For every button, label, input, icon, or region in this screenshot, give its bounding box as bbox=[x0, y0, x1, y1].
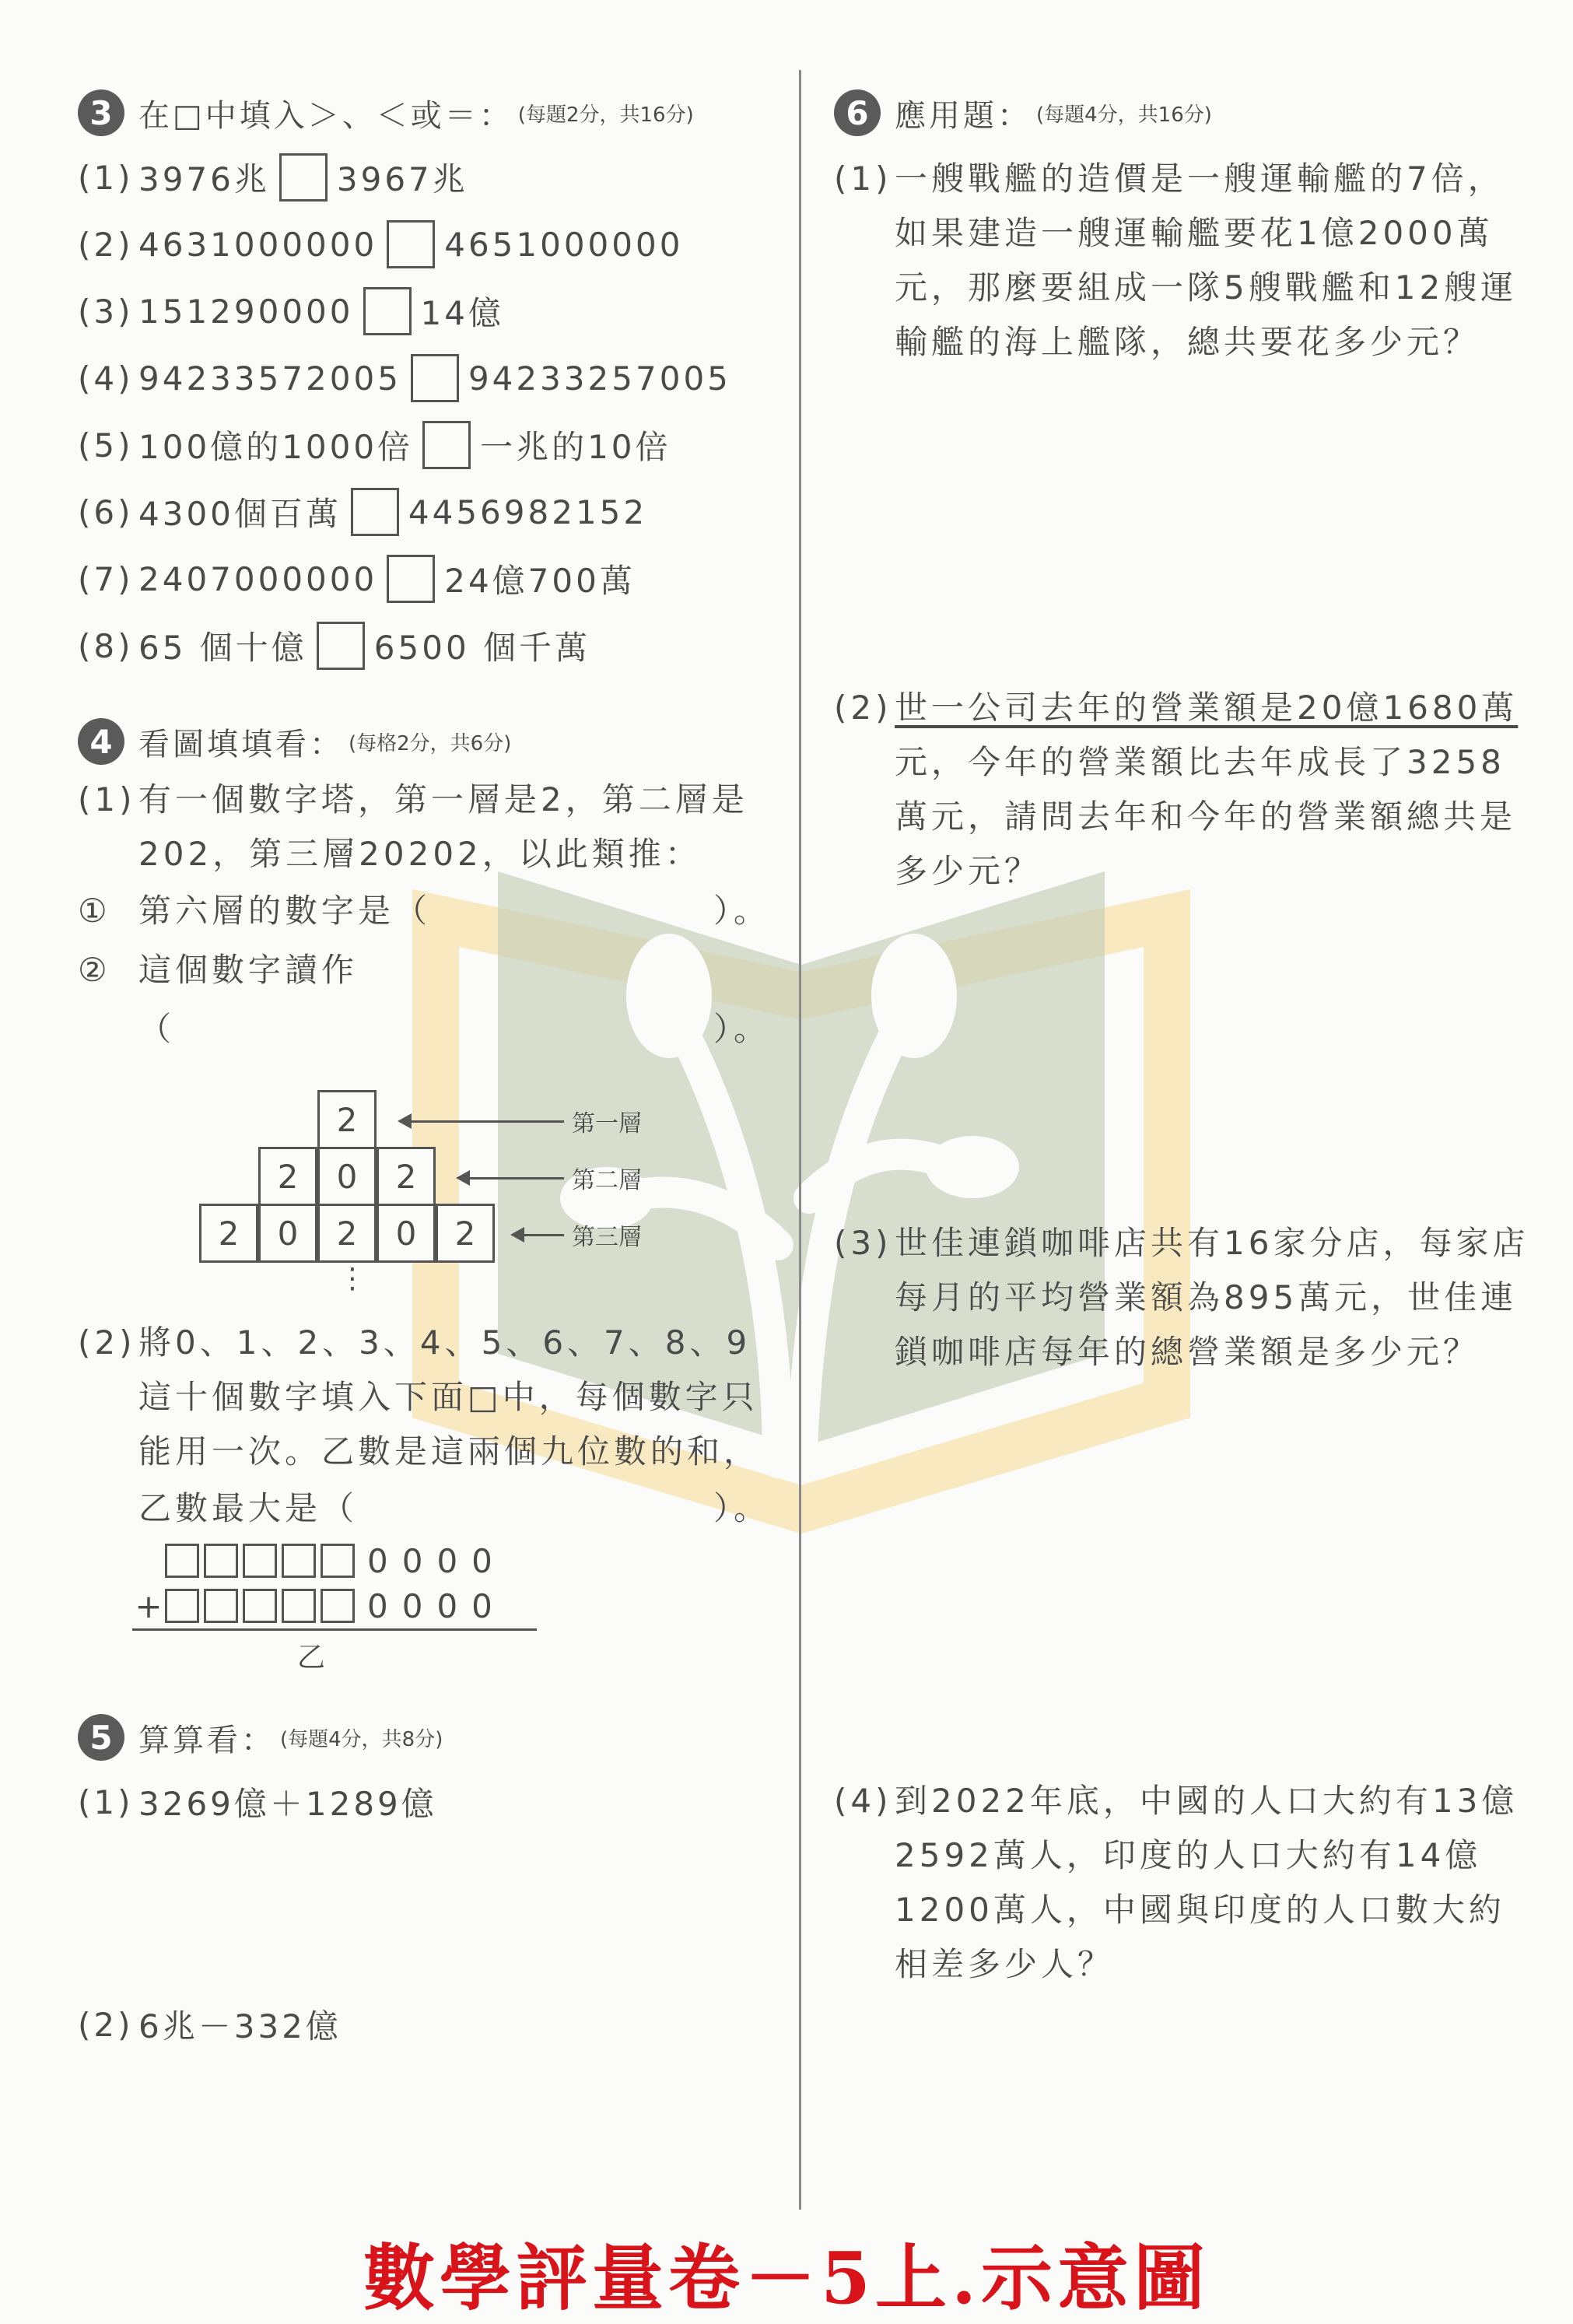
section-4-title: 看圖填填看： bbox=[138, 726, 344, 762]
q2-text-line4: 乙數最大是（ bbox=[138, 1489, 359, 1527]
pyramid-cell: 0 bbox=[317, 1147, 377, 1206]
section-5-title: 算算看： bbox=[138, 1722, 275, 1758]
question-number: (2) bbox=[78, 1323, 136, 1362]
compare-right: 6500 個千萬 bbox=[373, 629, 591, 667]
section-3-title: 在□中填入＞、＜或＝： bbox=[138, 97, 513, 134]
compare-left: 94233572005 bbox=[138, 359, 401, 398]
problem-line: 萬元，請問去年和今年的營業額總共是 bbox=[895, 797, 1517, 836]
q1-sub1 bbox=[78, 882, 770, 941]
compare-row bbox=[78, 478, 770, 545]
question-number: (8) bbox=[78, 626, 134, 665]
answer-box[interactable] bbox=[387, 220, 435, 268]
question-number: (5) bbox=[78, 426, 134, 464]
section-6-score: (每題4分，共16分) bbox=[1036, 103, 1212, 127]
compare-right: 94233257005 bbox=[468, 359, 731, 398]
section-6-badge: 6 bbox=[834, 89, 881, 136]
answer-box[interactable] bbox=[351, 488, 399, 536]
pyramid-cell: 0 bbox=[377, 1204, 436, 1263]
addend-row bbox=[132, 1583, 537, 1631]
q2-text-line2: 這十個數字填入下面□中，每個數字只 bbox=[138, 1378, 758, 1416]
arrow-left-icon bbox=[467, 1177, 564, 1180]
pyramid-cell: 2 bbox=[436, 1204, 495, 1263]
pyramid-cell: 2 bbox=[317, 1204, 377, 1263]
problem-line: 輸艦的海上艦隊，總共要花多少元？ bbox=[895, 323, 1480, 361]
digit-box[interactable] bbox=[282, 1544, 316, 1578]
q2-answer[interactable] bbox=[78, 1479, 770, 1538]
q2-line4-end: ）。 bbox=[713, 1489, 770, 1527]
q1-sub2-answer[interactable] bbox=[78, 1000, 770, 1059]
question-number: (1) bbox=[78, 1782, 134, 1821]
question-number: (6) bbox=[78, 492, 134, 531]
compare-row bbox=[78, 412, 770, 478]
sub-number: ② bbox=[78, 951, 111, 989]
digit-box[interactable] bbox=[243, 1589, 277, 1623]
arrow-left-icon bbox=[408, 1120, 564, 1123]
problem-line: 1200萬人，中國與印度的人口數大約 bbox=[895, 1891, 1505, 1929]
digit-box[interactable] bbox=[165, 1544, 199, 1578]
problem-line: 2592萬人，印度的人口大約有14億 bbox=[895, 1836, 1482, 1874]
sub-number: ① bbox=[78, 892, 111, 930]
pyramid-label bbox=[521, 1218, 642, 1252]
continuation-dots: ⋮ bbox=[338, 1263, 366, 1295]
section-3-items bbox=[78, 144, 770, 679]
plus-sign: + bbox=[135, 1586, 163, 1625]
section-3-score: (每題2分，共16分) bbox=[517, 103, 694, 127]
question-number: (1) bbox=[78, 780, 136, 818]
compare-row bbox=[78, 612, 770, 679]
problem-line: 到2022年底，中國的人口大約有13億 bbox=[895, 1782, 1519, 1820]
problem-line: 世一公司去年的營業額是20億1680萬 bbox=[895, 689, 1519, 727]
compare-row bbox=[78, 211, 770, 278]
question-number: (4) bbox=[834, 1782, 892, 1820]
question-number: (2) bbox=[78, 2005, 134, 2044]
label-layer-3: 第三層 bbox=[572, 1224, 642, 1251]
digit-box[interactable] bbox=[204, 1589, 238, 1623]
calc-expression: 6兆－332億 bbox=[138, 2007, 342, 2045]
question-number: (2) bbox=[834, 689, 892, 727]
section-4-score: (每格2分，共6分) bbox=[349, 731, 512, 755]
pyramid-cell: 2 bbox=[377, 1147, 436, 1206]
compare-left: 3976兆 bbox=[138, 160, 270, 198]
question-number: (3) bbox=[834, 1224, 892, 1262]
calc-expression: 3269億＋1289億 bbox=[138, 1785, 437, 1823]
addition-grid bbox=[132, 1538, 537, 1675]
compare-right: 4651000000 bbox=[444, 225, 684, 264]
digit-box[interactable] bbox=[321, 1544, 355, 1578]
section-4-badge: 4 bbox=[78, 718, 124, 765]
q1-sub1-text: 第六層的數字是（ bbox=[138, 892, 432, 930]
problem-line: 鎖咖啡店每年的總營業額是多少元？ bbox=[895, 1333, 1480, 1371]
question-number: (1) bbox=[78, 158, 134, 197]
problem-line: 每月的平均營業額為895萬元，世佳連 bbox=[895, 1278, 1518, 1316]
compare-row bbox=[78, 345, 770, 412]
question-number: (7) bbox=[78, 559, 134, 598]
compare-right: 24億700萬 bbox=[444, 562, 636, 600]
trailing-zeros: 0000 bbox=[367, 1541, 506, 1580]
question-number: (1) bbox=[834, 159, 892, 198]
compare-row bbox=[78, 278, 770, 345]
compare-left: 2407000000 bbox=[138, 559, 378, 598]
answer-box[interactable] bbox=[317, 622, 365, 670]
digit-box[interactable] bbox=[165, 1589, 199, 1623]
watermark-leaf bbox=[926, 1136, 1019, 1198]
section-5-badge: 5 bbox=[78, 1714, 124, 1761]
number-pyramid bbox=[78, 1059, 770, 1295]
trailing-zeros: 0000 bbox=[367, 1586, 506, 1625]
q1-sub2-text: 這個數字讀作 bbox=[138, 951, 359, 989]
digit-box[interactable] bbox=[282, 1589, 316, 1623]
pyramid-cell: 2 bbox=[258, 1147, 317, 1206]
pyramid-cell: 0 bbox=[258, 1204, 317, 1263]
problem-line: 多少元？ bbox=[895, 852, 1042, 890]
answer-box[interactable] bbox=[422, 421, 471, 469]
digit-box[interactable] bbox=[204, 1544, 238, 1578]
question-number: (2) bbox=[78, 225, 134, 264]
right-column bbox=[834, 82, 1534, 1983]
problem-line: 元，那麼要組成一隊5艘戰艦和12艘運 bbox=[895, 268, 1518, 307]
problem-line: 相差多少人？ bbox=[895, 1945, 1115, 1983]
pyramid-cell: 2 bbox=[317, 1090, 377, 1149]
problem-line: 元，今年的營業額比去年成長了3258 bbox=[895, 743, 1505, 781]
compare-left: 65 個十億 bbox=[138, 629, 307, 667]
word-problem-3 bbox=[834, 1216, 1529, 1379]
left-column bbox=[78, 82, 770, 2058]
result-label: 乙 bbox=[296, 1642, 325, 1674]
q1-text-line2: 202，第三層20202，以此類推： bbox=[138, 835, 702, 873]
section-6-title: 應用題： bbox=[895, 97, 1032, 134]
section-4-header bbox=[78, 710, 770, 773]
watermark-leaf bbox=[871, 934, 957, 1058]
calc-item bbox=[78, 1991, 770, 2058]
q1-sub2 bbox=[78, 941, 770, 1000]
arrow-left-icon bbox=[521, 1234, 564, 1236]
pyramid-label bbox=[408, 1104, 642, 1138]
answer-box[interactable] bbox=[387, 555, 435, 603]
section-3-header bbox=[78, 82, 770, 144]
calc-item bbox=[78, 1768, 770, 1835]
column-divider bbox=[799, 70, 801, 2210]
footer-caption: 數學評量卷－5上.示意圖 bbox=[363, 2236, 1210, 2320]
paren-open: （ bbox=[138, 1010, 176, 1048]
compare-right: 一兆的10倍 bbox=[480, 428, 671, 466]
pyramid-label bbox=[467, 1161, 642, 1195]
compare-left: 100億的1000倍 bbox=[138, 428, 414, 466]
word-problem-4 bbox=[834, 1774, 1518, 1992]
digit-box[interactable] bbox=[243, 1544, 277, 1578]
answer-box[interactable] bbox=[363, 287, 412, 335]
digit-box[interactable] bbox=[321, 1589, 355, 1623]
answer-box[interactable] bbox=[279, 153, 328, 202]
compare-left: 4631000000 bbox=[138, 225, 378, 264]
section-4-q2 bbox=[78, 1316, 770, 1538]
question-number: (3) bbox=[78, 292, 134, 331]
section-4-q1 bbox=[78, 773, 770, 1059]
compare-row bbox=[78, 545, 770, 612]
label-layer-1: 第一層 bbox=[572, 1110, 642, 1137]
q1-sub1-end: ）。 bbox=[713, 892, 770, 930]
q1-text-line1: 有一個數字塔，第一層是2，第二層是 bbox=[138, 780, 748, 818]
compare-left: 151290000 bbox=[138, 292, 354, 331]
section-5-score: (每題4分，共8分) bbox=[280, 1727, 443, 1751]
word-problem-2 bbox=[834, 681, 1518, 899]
compare-left: 4300個百萬 bbox=[138, 495, 342, 533]
problem-line: 世佳連鎖咖啡店共有16家分店，每家店 bbox=[895, 1224, 1529, 1262]
label-layer-2: 第二層 bbox=[572, 1167, 642, 1194]
section-3-badge: 3 bbox=[78, 89, 124, 136]
question-number: (4) bbox=[78, 359, 134, 398]
section-6-header bbox=[834, 82, 1534, 144]
q2-text-line1: 將0、1、2、3、4、5、6、7、8、9 bbox=[138, 1323, 751, 1362]
compare-right: 14億 bbox=[420, 294, 504, 332]
problem-line: 一艘戰艦的造價是一艘運輸艦的7倍， bbox=[895, 159, 1505, 198]
addend-row bbox=[132, 1538, 537, 1583]
q2-text-line3: 能用一次。乙數是這兩個九位數的和， bbox=[138, 1432, 761, 1470]
word-problem-1 bbox=[834, 152, 1534, 370]
pyramid-cell: 2 bbox=[199, 1204, 258, 1263]
compare-row bbox=[78, 144, 770, 211]
compare-right: 4456982152 bbox=[408, 492, 648, 531]
section-5-header bbox=[78, 1706, 770, 1768]
problem-line: 如果建造一艘運輸艦要花1億2000萬 bbox=[895, 214, 1494, 252]
answer-box[interactable] bbox=[411, 354, 459, 402]
paren-close: ）。 bbox=[713, 1010, 770, 1048]
compare-right: 3967兆 bbox=[336, 160, 468, 198]
